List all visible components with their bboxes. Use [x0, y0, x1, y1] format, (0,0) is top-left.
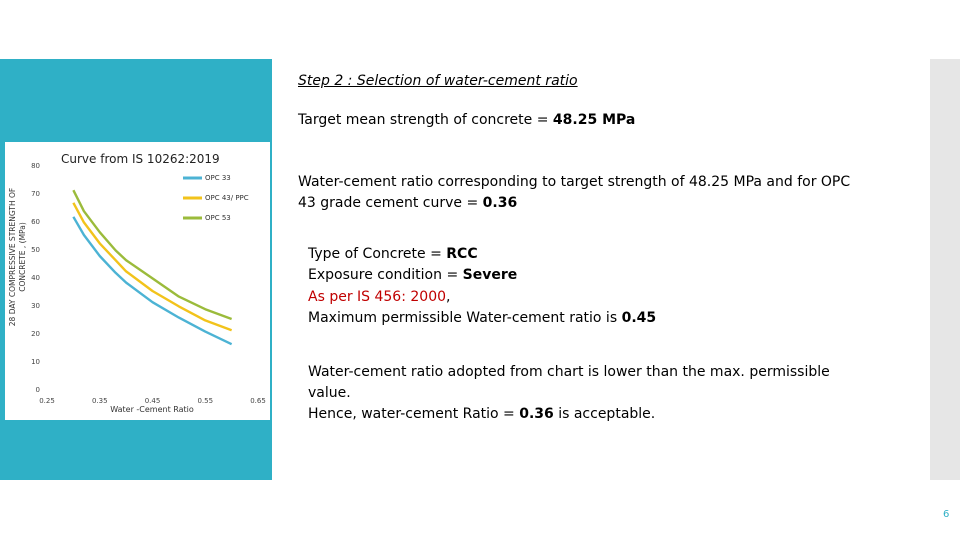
y-tick-label-6: 60 [31, 218, 40, 226]
max-wc-label: Maximum permissible Water-cement ratio is [308, 310, 622, 326]
concrete-type-value: RCC [446, 246, 478, 262]
y-tick-label-7: 70 [31, 190, 40, 198]
x-tick-label-1: 0.35 [91, 397, 108, 405]
legend-label-2: OPC 53 [205, 214, 231, 222]
y-axis-title-line2: CONCRETE , (MPa) [18, 222, 27, 292]
y-tick-label-2: 20 [31, 330, 40, 338]
wc-ratio-value: 0.36 [482, 195, 518, 211]
wc-ratio-line-1: Water-cement ratio corresponding to target strength of 48.25 MPa and for OPC [298, 174, 851, 190]
x-tick-label-2: 0.45 [144, 397, 161, 405]
target-strength-line [298, 110, 635, 131]
y-tick-label-5: 50 [31, 246, 40, 254]
chart-container [5, 142, 270, 420]
legend-label-1: OPC 43/ PPC [205, 194, 249, 202]
x-tick-labels [39, 397, 266, 405]
strength-curve-chart [5, 142, 270, 420]
y-tick-label-3: 30 [31, 302, 40, 310]
y-tick-label-4: 40 [31, 274, 40, 282]
target-strength-value: 48.25 MPa [552, 112, 636, 128]
standard-reference-comma: , [446, 289, 451, 305]
y-tick-labels [31, 162, 40, 394]
max-wc-line [308, 308, 656, 329]
adopted-line-2: value. [308, 385, 351, 401]
hence-value: 0.36 [519, 406, 554, 422]
x-axis-title: Water -Cement Ratio [110, 405, 194, 414]
y-axis-title [8, 188, 27, 326]
legend-label-0: OPC 33 [205, 174, 231, 182]
hence-suffix: is acceptable. [553, 406, 656, 422]
series-line-2 [73, 190, 231, 319]
wc-ratio-line-2 [298, 193, 517, 214]
x-tick-label-4: 0.65 [250, 397, 266, 405]
adopted-line-1: Water-cement ratio adopted from chart is lower than the max. permissible [308, 364, 830, 380]
exposure-line [308, 265, 517, 286]
hence-line [308, 404, 655, 425]
x-tick-label-0: 0.25 [39, 397, 55, 405]
standard-reference: As per IS 456: 2000 [308, 289, 447, 305]
standard-reference-line [308, 287, 450, 308]
chart-title: Curve from IS 10262:2019 [61, 152, 220, 166]
y-tick-label-0: 0 [35, 386, 40, 394]
exposure-value: Severe [462, 267, 518, 283]
grey-side-panel [930, 59, 960, 480]
max-wc-value: 0.45 [621, 310, 657, 326]
hence-label: Hence, water-cement Ratio = [308, 406, 520, 422]
series-line-0 [73, 217, 231, 344]
legend [183, 174, 249, 222]
concrete-type-label: Type of Concrete = [308, 246, 447, 262]
target-strength-label: Target mean strength of concrete = [298, 112, 553, 128]
concrete-type-line [308, 244, 478, 265]
y-tick-label-8: 80 [31, 162, 40, 170]
exposure-label: Exposure condition = [308, 267, 463, 283]
y-axis-title-line1: 28 DAY COMPRESSIVE STRENGTH OF [8, 187, 17, 327]
y-tick-label-1: 10 [31, 358, 40, 366]
wc-ratio-label: 43 grade cement curve = [298, 195, 483, 211]
x-tick-label-3: 0.55 [197, 397, 214, 405]
page-number: 6 [943, 509, 950, 520]
step-title: Step 2 : Selection of water-cement ratio [298, 73, 578, 89]
